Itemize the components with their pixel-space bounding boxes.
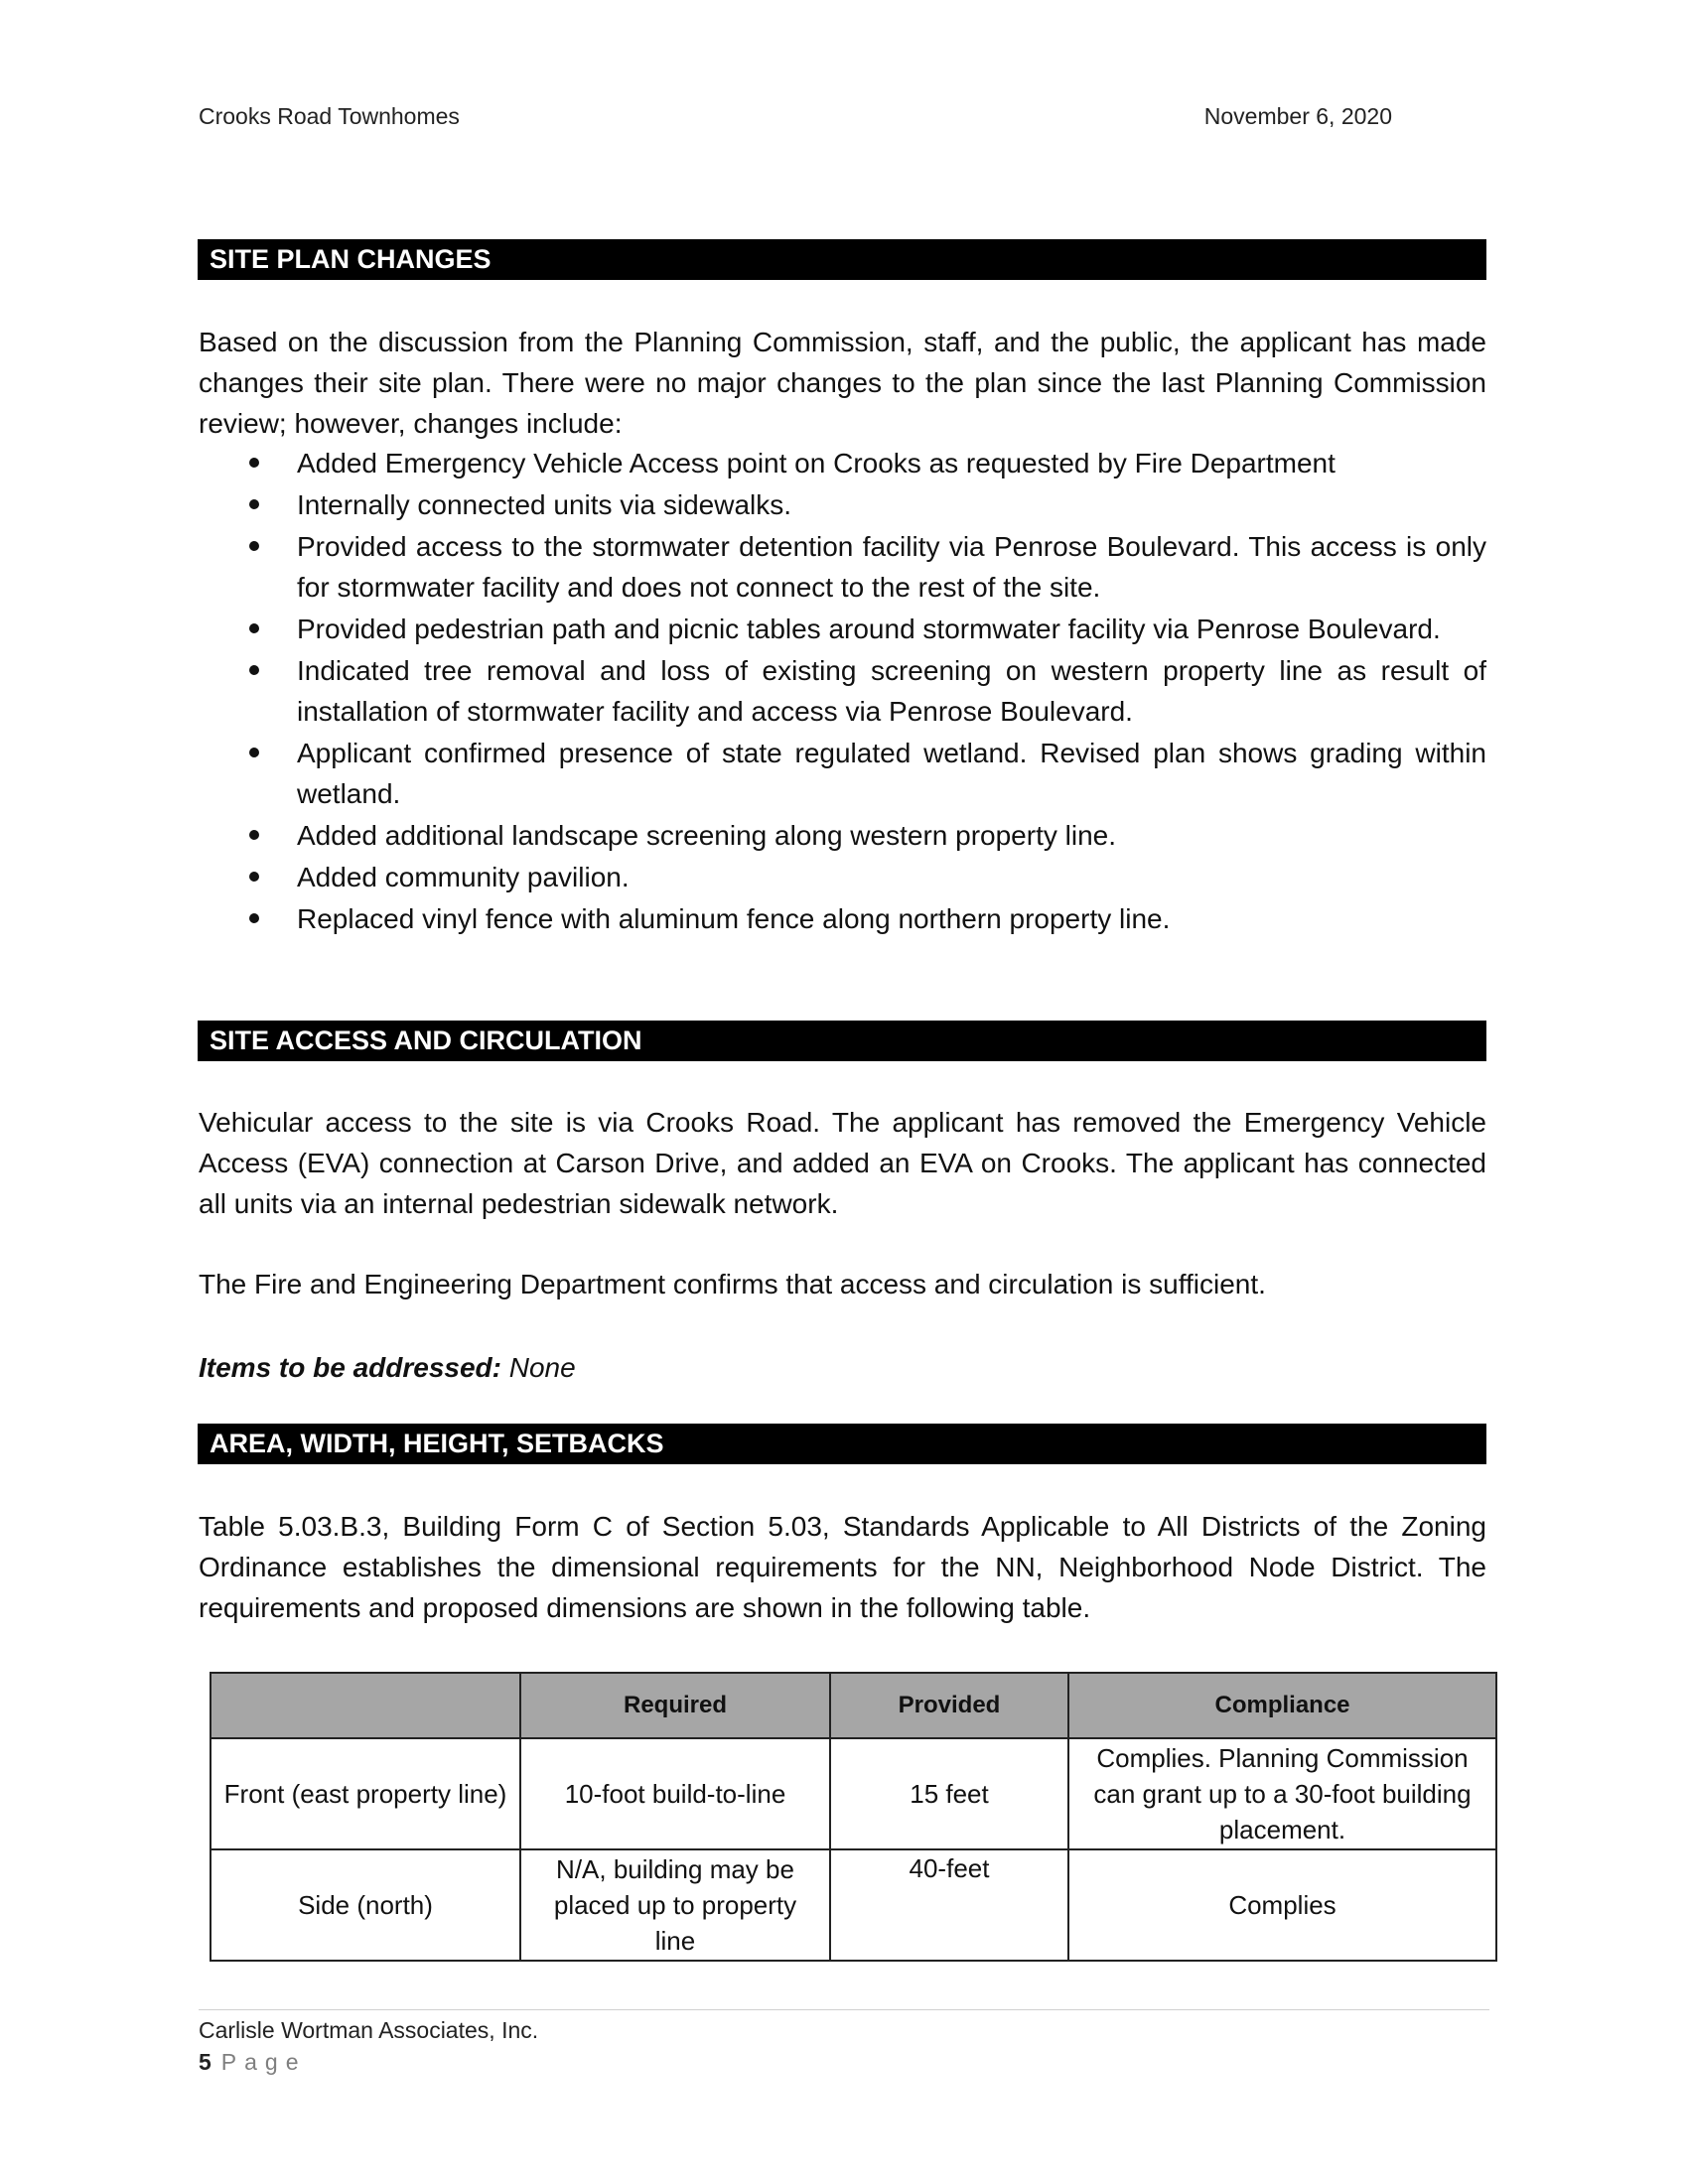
access-paragraph: Vehicular access to the site is via Crooks Road. The applicant has removed the Emergency Vehicle Access (EVA) connection at Carson Drive, and added an EVA on Crooks. The applicant has connected all units via an internal pedestrian sidewalk network.: [199, 1107, 1486, 1219]
list-item: Added Emergency Vehicle Access point on Crooks as requested by Fire Department: [199, 443, 1486, 483]
table-header-cell: Required: [520, 1673, 830, 1738]
list-item: Provided pedestrian path and picnic tables around stormwater facility via Penrose Boulevard.: [199, 609, 1486, 649]
section-heading-site-plan: SITE PLAN CHANGES: [198, 239, 1486, 280]
table-header-cell: Provided: [830, 1673, 1068, 1738]
list-item: Added additional landscape screening along western property line.: [199, 815, 1486, 856]
table-cell: 10-foot build-to-line: [520, 1738, 830, 1849]
list-item: Indicated tree removal and loss of existing screening on western property line as result of installation of stormwater facility and access via Penrose Boulevard.: [199, 650, 1486, 732]
footer-company: Carlisle Wortman Associates, Inc.: [199, 2017, 539, 2043]
table-cell: Front (east property line): [211, 1738, 520, 1849]
table-cell: Complies. Planning Commission can grant up to a 30-foot building placement.: [1068, 1738, 1496, 1849]
table-cell: Side (north): [211, 1849, 520, 1961]
list-item: Internally connected units via sidewalks.: [199, 484, 1486, 525]
list-item: Applicant confirmed presence of state regulated wetland. Revised plan shows grading within wetland.: [199, 733, 1486, 814]
section-heading-access: SITE ACCESS AND CIRCULATION: [198, 1021, 1486, 1061]
table-cell: N/A, building may be placed up to property line: [520, 1849, 830, 1961]
footer-divider: [199, 2009, 1489, 2010]
site-plan-intro: Based on the discussion from the Planning Commission, staff, and the public, the applicant has made changes their site plan. There were no major changes to the plan since the last Planning Commission review; however, changes include:: [199, 327, 1486, 439]
section-heading-area: AREA, WIDTH, HEIGHT, SETBACKS: [198, 1424, 1486, 1464]
items-value: None: [508, 1352, 576, 1383]
site-plan-changes-list: [199, 443, 1486, 940]
table-header-row: [211, 1673, 1496, 1738]
access-sufficiency-paragraph: The Fire and Engineering Department confirms that access and circulation is sufficient.: [199, 1269, 1266, 1299]
table-header-cell: [211, 1673, 520, 1738]
items-label: Items to be addressed:: [199, 1352, 501, 1383]
page-label: Page: [220, 2049, 307, 2075]
area-paragraph: Table 5.03.B.3, Building Form C of Section 5.03, Standards Applicable to All Districts of the Zoning Ordinance establishes the dimensional requirements for the NN, Neighborhood Node District. The requirements and proposed dimensions are shown in the following table.: [199, 1511, 1486, 1623]
list-item: Added community pavilion.: [199, 857, 1486, 897]
table-row: [211, 1849, 1496, 1961]
dimensional-requirements-table: [210, 1672, 1497, 1962]
items-to-be-addressed: [199, 1347, 576, 1388]
list-item: Provided access to the stormwater detention facility via Penrose Boulevard. This access is only for stormwater facility and does not connect to the rest of the site.: [199, 526, 1486, 608]
page-number: 5: [199, 2049, 211, 2075]
table-cell: 15 feet: [830, 1738, 1068, 1849]
header-project-name: Crooks Road Townhomes: [199, 103, 460, 129]
table-header-cell: Compliance: [1068, 1673, 1496, 1738]
table-row: [211, 1738, 1496, 1849]
table-cell: 40-feet: [830, 1849, 1068, 1961]
table-cell: Complies: [1068, 1849, 1496, 1961]
list-item: Replaced vinyl fence with aluminum fence along northern property line.: [199, 898, 1486, 939]
header-date: November 6, 2020: [1203, 103, 1392, 129]
footer-page-number: [199, 2049, 307, 2076]
